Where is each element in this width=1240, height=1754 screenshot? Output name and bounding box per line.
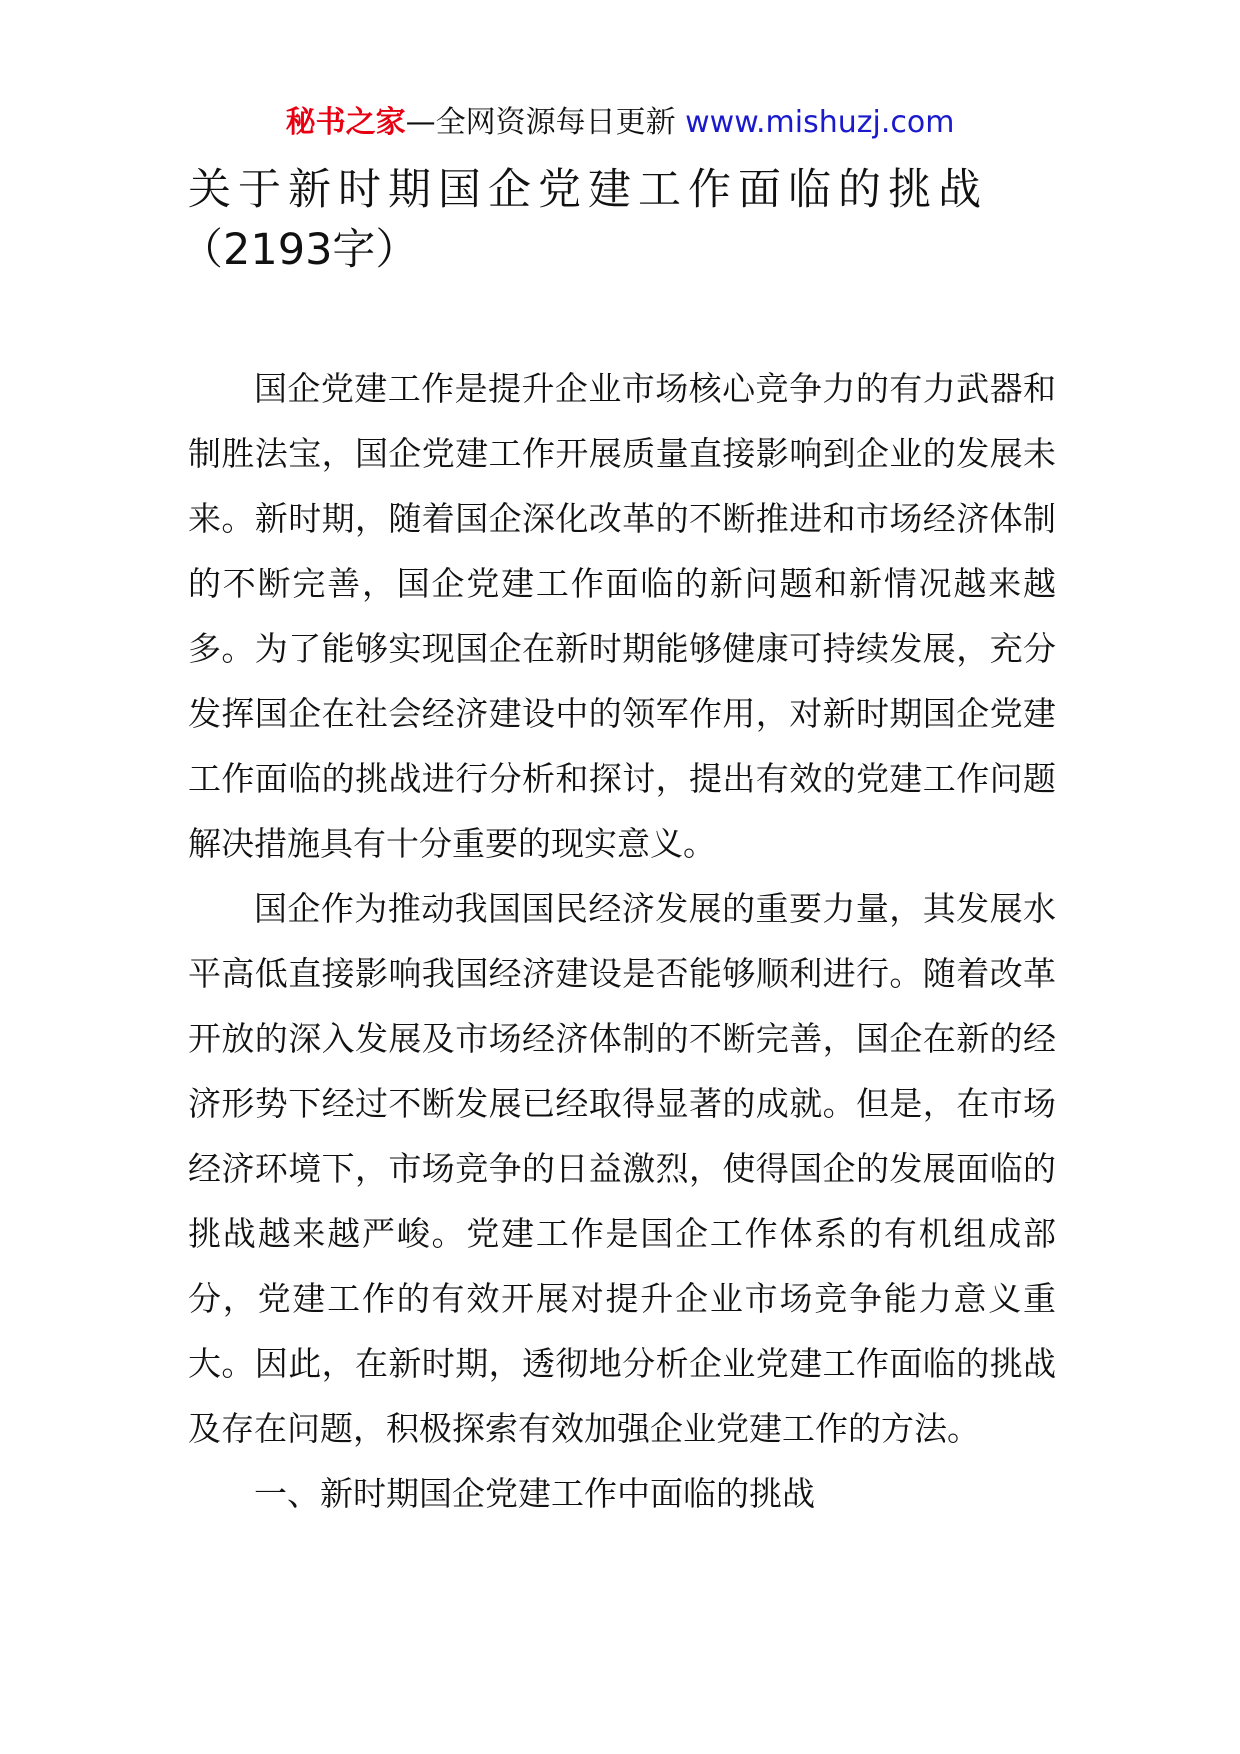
document-body bbox=[188, 356, 1056, 1526]
site-header bbox=[0, 100, 1240, 146]
section-heading-1: 一、新时期国企党建工作中面临的挑战 bbox=[254, 1474, 815, 1513]
brand-name: 秘书之家 bbox=[285, 105, 406, 140]
paragraph-2: 国企作为推动我国国民经济发展的重要力量，其发展水平高低直接影响我国经济建设是否能够顺利进行。随着改革开放的深入发展及市场经济体制的不断完善，国企在新的经济形势下经过不断发展已经取得显著的成就。但是，在市场经济环境下，市场竞争的日益激烈，使得国企的发展面临的挑战越来越严峻。党建工作是国企工作体系的有机组成部分，党建工作的有效开展对提升企业市场竞争能力意义重大。因此，在新时期，透彻地分析企业党建工作面临的挑战及存在问题，积极探索有效加强企业党建工作的方法。 bbox=[188, 889, 1056, 1448]
paragraph-1: 国企党建工作是提升企业市场核心竞争力的有力武器和制胜法宝，国企党建工作开展质量直接影响到企业的发展未来。新时期，随着国企深化改革的不断推进和市场经济体制的不断完善，国企党建工作面临的新问题和新情况越来越多。为了能够实现国企在新时期能够健康可持续发展，充分发挥国企在社会经济建设中的领军作用，对新时期国企党建工作面临的挑战进行分析和探讨，提出有效的党建工作问题解决措施具有十分重要的现实意义。 bbox=[188, 369, 1056, 863]
header-tagline: —全网资源每日更新 bbox=[405, 105, 686, 140]
title-main: 关于新时期国企党建工作面临的挑战 bbox=[188, 165, 988, 215]
document-title bbox=[180, 160, 1068, 280]
site-url-link[interactable]: www.mishuzj.com bbox=[685, 105, 955, 140]
title-word-count: （2193字） bbox=[180, 225, 419, 275]
